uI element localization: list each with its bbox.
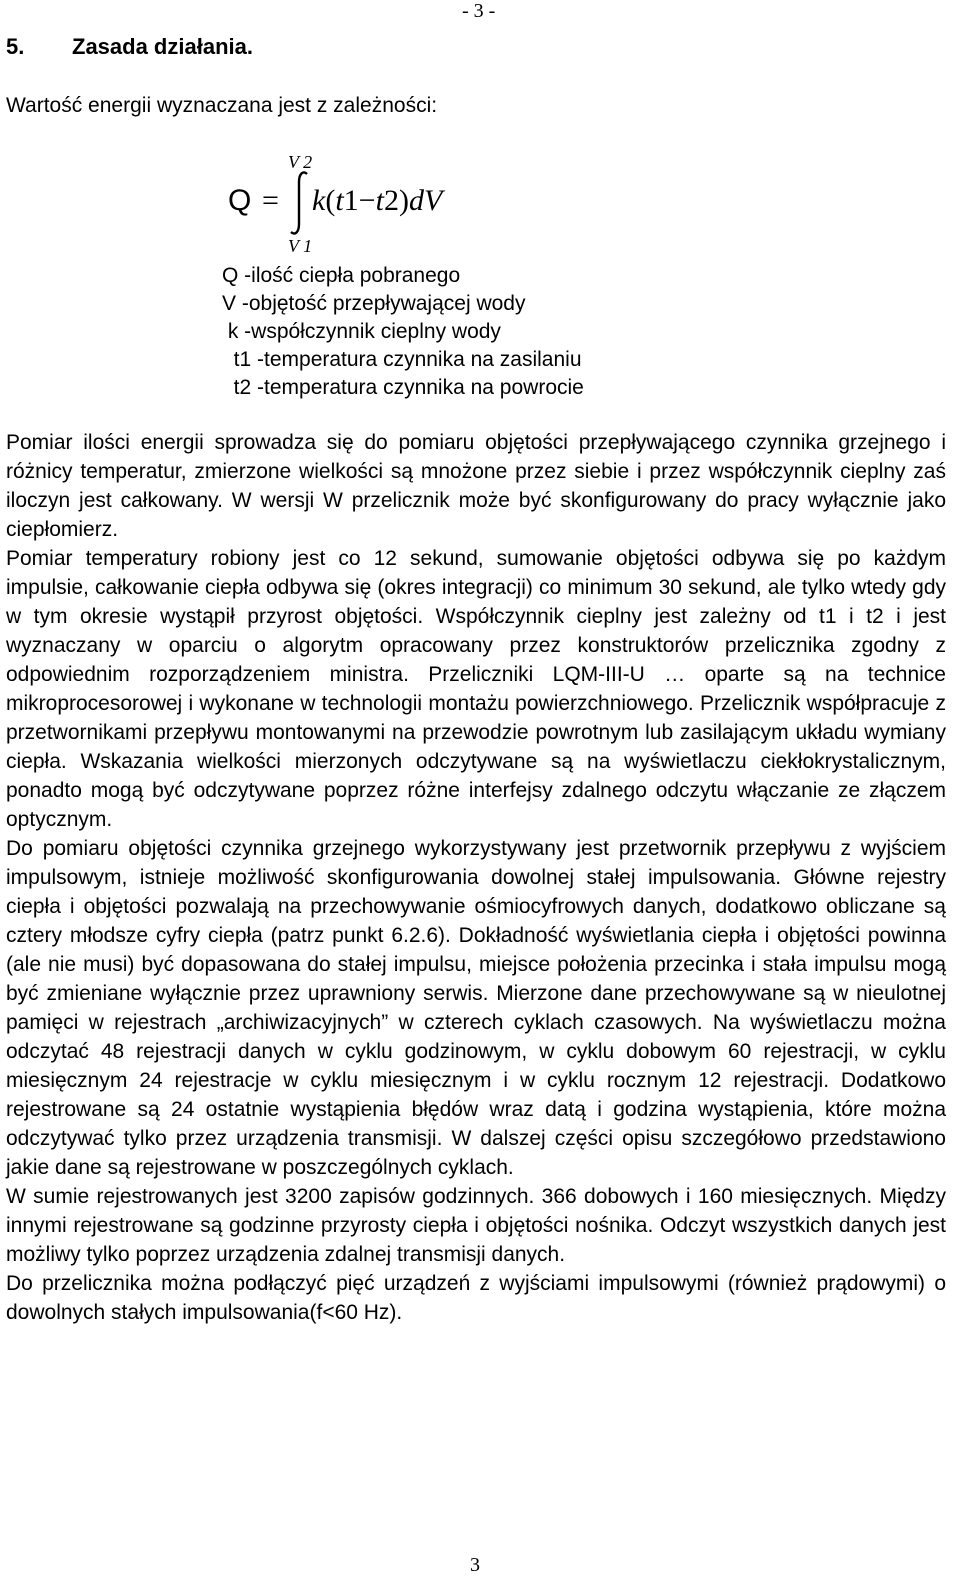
page-number-bottom: 3 — [470, 1554, 480, 1576]
legend-item: k -współczynnik cieplny wody — [222, 320, 501, 343]
formula-equals: = — [262, 184, 279, 217]
paragraph: Pomiar temperatury robiony jest co 12 sekund, sumowanie objętości odbywa się po każdym impulsie, całkowanie ciepła odbywa się (okres integracji) co minimum 30 sekund, ale tylko wtedy gdy w tym okresie wystąpił przyrost objętości. Współczynnik cieplny jest zależny od t1 i t2 i jest wyznaczany w oparciu o algorytm opracowany przez konstruktorów przelicznika zgodny z odpowiednim rozporządzeniem ministra. Przeliczniki LQM-III-U … oparte są na technice mikroprocesorowej i wykonane w technologii montażu powierzchniowego. Przelicznik współpracuje z przetwornikami przepływu montowanymi na przewodzie powrotnym lub zasilającym układu wymiany ciepła. Wskazania wielkości mierzonych odczytywane są na wyświetlaczu ciekłokrystalicznym, ponadto mogą być odczytywane poprzez różne interfejsy zdalnego odczytu włączanie ze złączem optycznym. — [6, 547, 946, 831]
integral-sign-icon — [288, 170, 312, 236]
legend-item: t2 -temperatura czynnika na powrocie — [222, 376, 584, 399]
paragraph: Do pomiaru objętości czynnika grzejnego wykorzystywany jest przetwornik przepływu z wyjściem impulsowym, istnieje możliwość skonfigurowania dowolnej stałej impulsowania. Główne rejestry ciepła i objętości pozwalają na przechowywanie ośmiocyfrowych danych, dodatkowo obliczane są cztery młodsze cyfry ciepła (patrz punkt 6.2.6). Dokładność wyświetlania ciepła i objętości powinna (ale nie musi) być dopasowana do stałej impulsu, miejsce położenia przecinka i stała impulsu mogą być zmieniane wyłącznie przez uprawniony serwis. Mierzone dane przechowywane są w nieulotnej pamięci w rejestrach „archiwizacyjnych” w czterech cyklach czasowych. Na wyświetlaczu można odczytać 48 rejestracji danych w cyklu godzinowym, w cyklu dobowym 60 rejestracji, w cyklu miesięcznym 24 rejestracje w cyklu miesięcznym i w cyklu rocznym 12 rejestracji. Dodatkowo rejestrowane są 24 ostatnie wystąpienia błędów wraz datą i godzina wystąpienia, które można odczytywać tylko przez urządzenia transmisji. W dalszej części opisu szczegółowo przedstawiono jakie dane są rejestrowane w poszczególnych cyklach. — [6, 837, 946, 1179]
intro-text: Wartość energii wyznaczana jest z zależności: — [6, 94, 438, 117]
page-marker-top: - 3 - — [462, 0, 496, 22]
integrand-paren-open: ( — [325, 184, 336, 217]
integrand-t1: t — [335, 184, 344, 217]
section-heading — [6, 34, 253, 60]
integral-upper-limit: V 2 — [288, 152, 313, 172]
legend-item: t1 -temperatura czynnika na zasilaniu — [222, 348, 582, 371]
formula-lhs: Q — [228, 184, 252, 217]
integrand-paren-close: ) — [398, 184, 409, 217]
integrand-t2: t — [375, 184, 384, 217]
paragraph: Pomiar ilości energii sprowadza się do pomiaru objętości przepływającego czynnika grzejnego i różnicy temperatur, zmierzone wielkości są mnożone przez siebie i przez współczynnik cieplny zaś iloczyn jest całkowany. W wersji W przelicznik może być skonfigurowany do pracy wyłącznie jako ciepłomierz. — [6, 431, 946, 541]
formula-integrand — [312, 184, 442, 218]
body-text — [6, 428, 946, 1327]
energy-formula — [228, 150, 528, 260]
integrand-k: k — [312, 184, 326, 217]
section-number: 5. — [6, 34, 25, 59]
integrand-t2-index: 2 — [383, 184, 399, 217]
paragraph: W sumie rejestrowanych jest 3200 zapisów godzinnych. 366 dobowych i 160 miesięcznych. Między innymi rejestrowane są godzinne przyrosty ciepła i objętości nośnika. Odczyt wszystkich danych jest możliwy tylko poprzez urządzenia zdalnej transmisji danych. — [6, 1185, 946, 1266]
integrand-dv: dV — [408, 184, 443, 217]
legend-item: Q -ilość ciepła pobranego — [222, 264, 461, 287]
integrand-t1-index: 1 — [343, 184, 359, 217]
paragraph: Do przelicznika można podłączyć pięć urządzeń z wyjściami impulsowymi (również prądowymi) o dowolnych stałych impulsowania(f<60 Hz). — [6, 1272, 946, 1324]
legend-item: V -objętość przepływającej wody — [222, 292, 526, 315]
formula-legend — [222, 262, 584, 402]
integral-lower-limit: V 1 — [288, 236, 313, 256]
section-title: Zasada działania. — [72, 34, 253, 59]
integrand-minus: − — [358, 184, 376, 217]
